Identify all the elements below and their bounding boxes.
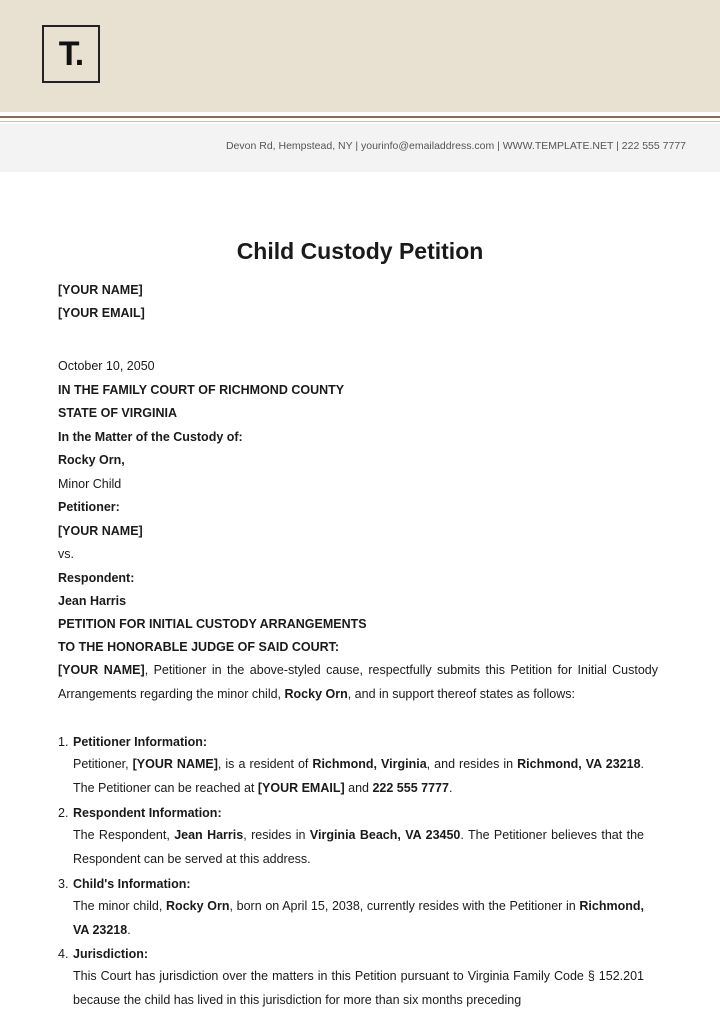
item1-city: Richmond, Virginia — [312, 757, 427, 771]
logo — [42, 25, 100, 83]
list-body-petitioner — [73, 753, 644, 800]
list-number-1: 1. — [58, 735, 69, 749]
item1-email: [YOUR EMAIL] — [257, 780, 345, 795]
intro-text-1: , Petitioner in the above-styled cause, respectfully submits this Petition for Initial Custody Arrangements regarding the minor child, — [58, 663, 659, 701]
list-heading-child: Child's Information: — [73, 877, 191, 891]
sender-email: [YOUR EMAIL] — [58, 306, 145, 320]
court-name: IN THE FAMILY COURT OF RICHMOND COUNTY — [58, 383, 345, 397]
header-divider — [0, 116, 720, 118]
versus-text: vs. — [58, 547, 74, 561]
list-body-jurisdiction — [73, 965, 644, 1012]
item2-address: Virginia Beach, VA 23450 — [309, 828, 461, 842]
header-band — [0, 0, 720, 112]
petitioner-label: Petitioner: — [58, 500, 120, 514]
list-number-4: 4. — [58, 947, 69, 961]
item1-text-3: , and resides in — [426, 757, 518, 771]
item3-address: Richmond, VA 23218 — [73, 899, 644, 937]
item1-text-2: , is a resident of — [217, 757, 313, 771]
sender-name: [YOUR NAME] — [58, 283, 143, 297]
court-state: STATE OF VIRGINIA — [58, 406, 177, 420]
list-body-respondent — [73, 824, 644, 871]
list-heading-respondent: Respondent Information: — [73, 806, 222, 820]
address-heading: TO THE HONORABLE JUDGE OF SAID COURT: — [58, 640, 340, 654]
logo-letter: T. — [58, 35, 84, 73]
document-title: Child Custody Petition — [236, 238, 484, 264]
intro-name: [YOUR NAME] — [58, 663, 145, 677]
respondent-name: Jean Harris — [58, 594, 127, 608]
child-name: Rocky Orn, — [58, 453, 125, 467]
item1-phone: 222 555 7777 — [372, 780, 449, 795]
list-body-child — [73, 895, 644, 942]
item1-text-5: and — [344, 780, 373, 795]
list-number-2: 2. — [58, 806, 69, 820]
matter-heading: In the Matter of the Custody of: — [58, 430, 243, 444]
petitioner-name: [YOUR NAME] — [58, 524, 143, 538]
item1-text-1: Petitioner, — [73, 757, 133, 771]
item3-name: Rocky Orn — [166, 899, 230, 913]
list-heading-jurisdiction: Jurisdiction: — [73, 947, 149, 961]
item1-text-4: . The Petitioner can be reached at — [73, 757, 645, 795]
item1-name: [YOUR NAME] — [132, 757, 218, 771]
list-number-3: 3. — [58, 877, 69, 891]
item2-text-1: The Respondent, — [73, 828, 175, 842]
header-divider-thin — [0, 121, 720, 122]
child-role: Minor Child — [58, 477, 122, 491]
item3-text-3: . — [127, 922, 131, 937]
intro-paragraph — [58, 659, 658, 706]
list-heading-petitioner: Petitioner Information: — [73, 735, 208, 749]
document-date: October 10, 2050 — [58, 359, 155, 373]
item3-text-2: , born on April 15, 2038, currently resides with the Petitioner in — [229, 899, 580, 913]
intro-text-2: , and in support thereof states as follows: — [347, 686, 575, 701]
item1-text-6: . — [448, 780, 453, 795]
item2-text-2: , resides in — [243, 828, 310, 842]
contact-info: Devon Rd, Hempstead, NY | yourinfo@emailaddress.com | WWW.TEMPLATE.NET | 222 555 7777 — [225, 140, 686, 152]
item3-text-1: The minor child, — [73, 899, 167, 913]
item1-address: Richmond, VA 23218 — [517, 757, 641, 771]
item4-text-1: This Court has jurisdiction over the matters in this Petition pursuant to Virginia Family Code § 152.201 because the child has lived in this jurisdiction for more than six months preceding — [73, 969, 644, 1007]
intro-child: Rocky Orn — [284, 686, 348, 701]
petition-heading: PETITION FOR INITIAL CUSTODY ARRANGEMENTS — [58, 617, 367, 631]
respondent-label: Respondent: — [58, 571, 135, 585]
item2-text-3: . The Petitioner believes that the Respondent can be served at this address. — [73, 828, 644, 866]
item2-name: Jean Harris — [174, 828, 244, 842]
